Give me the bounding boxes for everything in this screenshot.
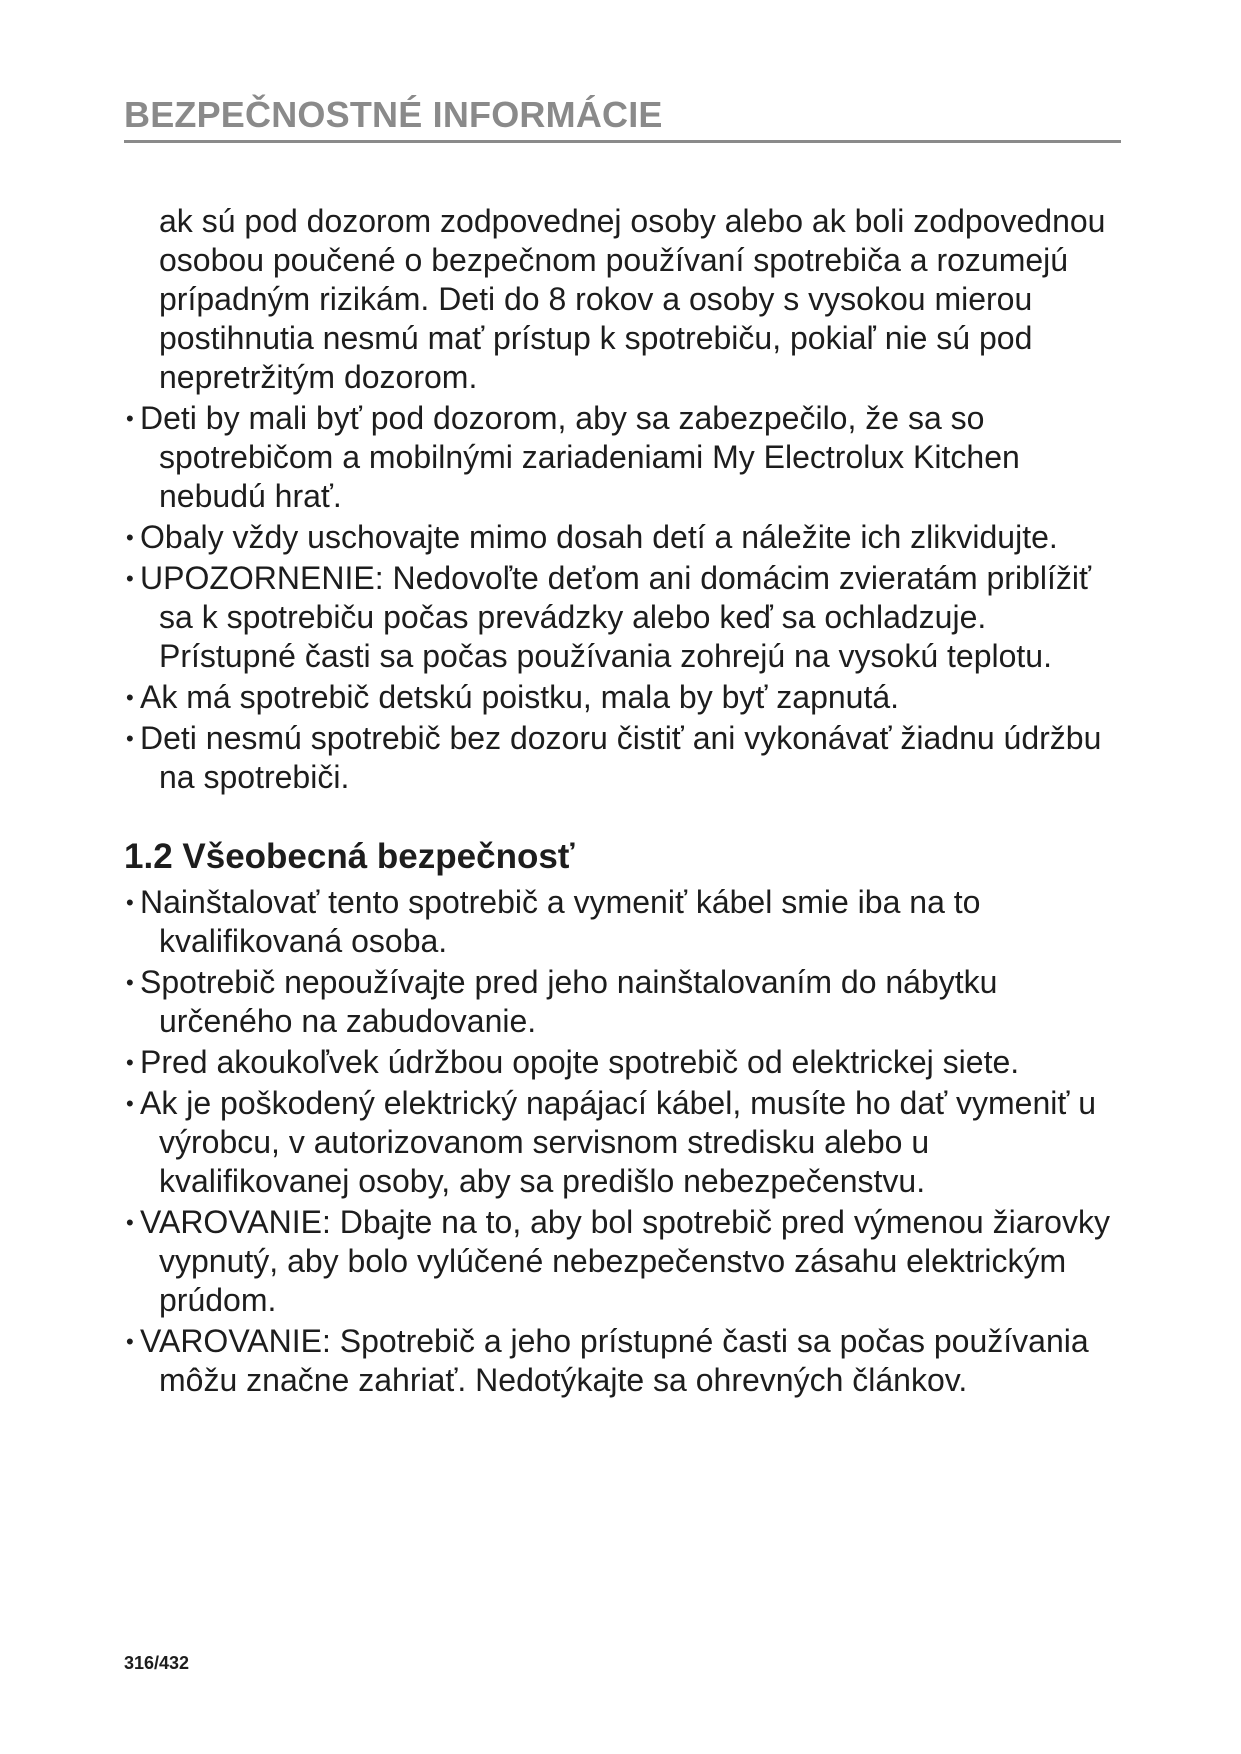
bullet-icon: • [126,1050,134,1075]
list-item-lead: UPOZORNENIE: Nedovoľte deťom ani domácim zvieratám [140,560,978,596]
list-item-lead: Ak je poškodený elektrický napájací kábel, musíte ho dať [140,1085,948,1121]
list-item [124,963,1124,1041]
header-divider [124,140,1121,143]
list-item-lead: Pred akoukoľvek údržbou opojte spotrebič od elektrickej [140,1044,934,1080]
general-safety-list [124,883,1124,1400]
list-item [124,399,1124,516]
list-item-rest: spotrebičom a mobilnými zariadeniami My Electrolux Kitchen nebudú hrať. [159,439,1020,514]
list-item-rest: priblížiť sa k spotrebiču počas prevádzky alebo keď sa ochladzuje. Prístupné časti sa počas používania zohrejú na vysokú teplotu. [159,560,1091,674]
intro-paragraph: ak sú pod dozorom zodpovednej osoby alebo ak boli zodpovednou osobou poučené o bezpečnom používaní spotrebiča a rozumejú prípadným rizikám. Deti do 8 rokov a osoby s vysokou mierou postihnutia nesmú mať prístup k spotrebiču, pokiaľ nie sú pod nepretržitým dozorom. [159,203,1106,395]
bullet-icon: • [126,525,134,550]
list-item [124,1203,1124,1320]
list-item-rest: zlikvidujte. [910,519,1058,555]
bullet-icon: • [126,406,134,431]
bullet-icon: • [126,1210,134,1235]
bullet-icon: • [126,1091,134,1116]
list-item-rest: žiarovky vypnutý, aby bolo vylúčené nebezpečenstvo zásahu elektrickým prúdom. [159,1204,1110,1318]
section-title: 1.2 Všeobecná bezpečnosť [124,837,575,876]
list-item-rest: údržbu na spotrebiči. [159,720,1102,795]
list-item-lead: Nainštalovať tento spotrebič a vymeniť kábel smie iba na to [140,884,981,920]
bullet-icon: • [126,970,134,995]
list-item-rest: vymeniť u výrobcu, v autorizovanom servisnom stredisku alebo u kvalifikovanej osoby, aby sa predišlo nebezpečenstvu. [159,1085,1097,1199]
list-item [124,1322,1124,1400]
list-item-rest: siete. [942,1044,1020,1080]
list-item-lead: Ak má spotrebič detskú poistku, mala by byť zapnutá. [140,679,900,715]
list-item-lead: VAROVANIE: Spotrebič a jeho prístupné časti sa počas [140,1323,925,1359]
bullet-icon: • [126,1329,134,1354]
list-item-lead: Obaly vždy uschovajte mimo dosah detí a náležite ich [140,519,902,555]
list-item-lead: Deti nesmú spotrebič bez dozoru čistiť ani vykonávať žiadnu [140,720,995,756]
child-safety-list [124,399,1124,797]
list-item-rest: určeného na zabudovanie. [159,1003,537,1039]
list-item [124,518,1124,557]
list-item-lead: Spotrebič nepoužívajte pred jeho nainštalovaním do nábytku [140,964,998,1000]
bullet-icon: • [126,726,134,751]
list-item [124,1043,1124,1082]
list-item-rest: kvalifikovaná osoba. [159,923,448,959]
page-header-title: BEZPEČNOSTNÉ INFORMÁCIE [124,94,663,135]
bullet-icon: • [126,566,134,591]
page-content [124,202,1124,1402]
list-item [124,559,1124,676]
page-number: 316/432 [124,1653,190,1673]
list-item-lead: Deti by mali byť pod dozorom, aby sa zabezpečilo, že sa so [140,400,985,436]
list-item [124,719,1124,797]
list-item [124,678,1124,717]
bullet-icon: • [126,685,134,710]
list-item-lead: VAROVANIE: Dbajte na to, aby bol spotrebič pred výmenou [140,1204,984,1240]
list-item [124,883,1124,961]
bullet-icon: • [126,890,134,915]
list-item-rest: používania môžu značne zahriať. Nedotýkajte sa ohrevných článkov. [159,1323,1089,1398]
list-item [124,1084,1124,1201]
